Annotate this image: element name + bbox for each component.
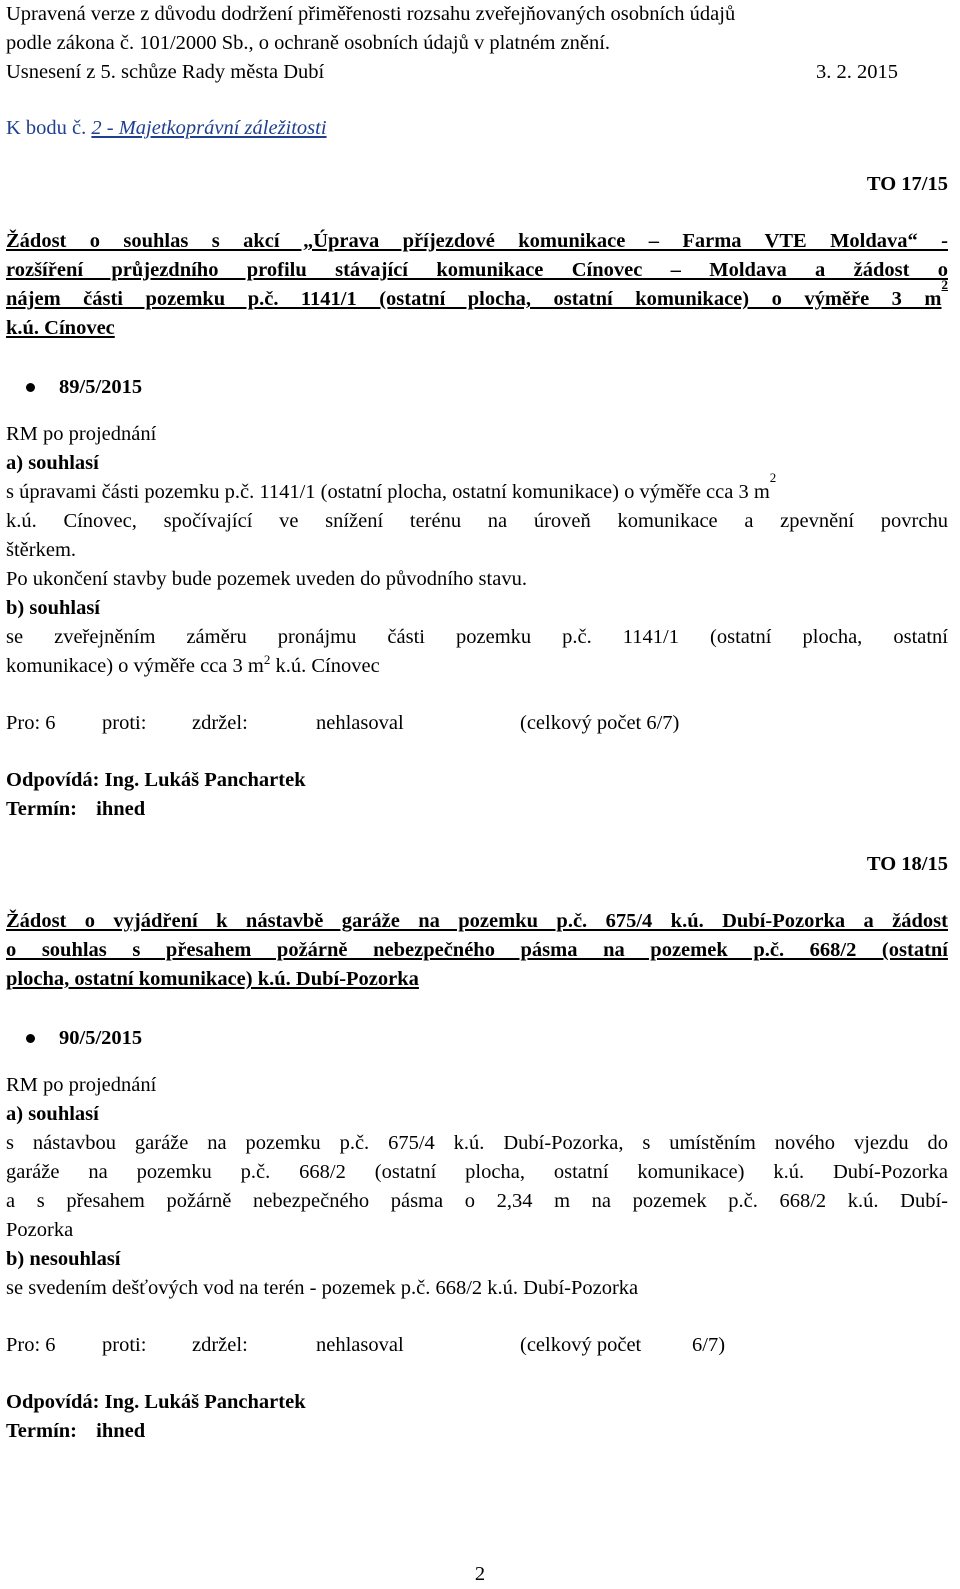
b-text-line: se svedením dešťových vod na terén - pozemek p.č. 668/2 k.ú. Dubí-Pozorka bbox=[6, 1277, 639, 1299]
a-text-line: a s přesahem požárně nebezpečného pásma o 2,34 m na pozemek p.č. 668/2 k.ú. Dubí- bbox=[6, 1190, 948, 1212]
deadline-row bbox=[6, 1417, 948, 1446]
vote-pro: Pro: 6 bbox=[6, 712, 56, 734]
section-title: 2 - Majetkoprávní záležitosti bbox=[91, 117, 327, 139]
a-text-line: štěrkem. bbox=[6, 539, 77, 561]
to-number: TO 17/15 bbox=[866, 173, 948, 195]
resolution-number: 90/5/2015 bbox=[59, 1027, 143, 1049]
a-text-line: k.ú. Cínovec, spočívající ve snížení terénu na úroveň komunikace a zpevnění povrchu bbox=[6, 510, 948, 532]
vote-total: (celkový počet 6/7) bbox=[520, 712, 680, 734]
responsible-label: Odpovídá: bbox=[6, 769, 100, 791]
b-label: b) souhlasí bbox=[6, 597, 101, 619]
b-text-line: se zveřejněním záměru pronájmu části pozemku p.č. 1141/1 (ostatní plocha, ostatní bbox=[6, 626, 948, 648]
vote-proti: proti: bbox=[102, 712, 147, 734]
responsible-name: Ing. Lukáš Panchartek bbox=[104, 1391, 306, 1413]
rm-line: RM po projednání bbox=[6, 1074, 157, 1096]
a-label: a) souhlasí bbox=[6, 1103, 99, 1125]
superscript-2: 2 bbox=[769, 470, 777, 485]
a-text-line bbox=[6, 470, 948, 507]
vote-zdrzel: zdržel: bbox=[192, 712, 248, 734]
deadline-label: Termín: bbox=[6, 1420, 77, 1442]
section-heading bbox=[6, 114, 327, 143]
deadline-label: Termín: bbox=[6, 798, 77, 820]
page-number: 2 bbox=[474, 1563, 486, 1585]
vote-proti: proti: bbox=[102, 1334, 147, 1356]
item-heading-line bbox=[6, 277, 948, 314]
deadline-row bbox=[6, 795, 948, 824]
responsible-label: Odpovídá: bbox=[6, 1391, 100, 1413]
to-number: TO 18/15 bbox=[866, 853, 948, 875]
item-heading-text: nájem části pozemku p.č. 1141/1 (ostatní plocha, ostatní komunikace) o výměře 3 m bbox=[6, 288, 942, 310]
resolution-title: Usnesení z 5. schůze Rady města Dubí bbox=[6, 61, 325, 83]
notice-line-1: Upravená verze z důvodu dodržení přiměřenosti rozsahu zveřejňovaných osobních údajů bbox=[6, 3, 736, 25]
vote-total-value: 6/7) bbox=[692, 1334, 726, 1356]
notice-line-2: podle zákona č. 101/2000 Sb., o ochraně osobních údajů v platném znění. bbox=[6, 32, 611, 54]
a-text-line: s nástavbou garáže na pozemku p.č. 675/4 k.ú. Dubí-Pozorka, s umístěním nového vjezdu do bbox=[6, 1132, 948, 1154]
b-text-line bbox=[6, 652, 948, 681]
vote-row bbox=[6, 709, 948, 738]
deadline-value: ihned bbox=[96, 1420, 146, 1442]
vote-nehlasoval: nehlasoval bbox=[316, 1334, 404, 1356]
deadline-value: ihned bbox=[96, 798, 146, 820]
b-text: k.ú. Cínovec bbox=[270, 655, 380, 677]
vote-pro: Pro: 6 bbox=[6, 1334, 56, 1356]
item-heading-line: Žádost o vyjádření k nástavbě garáže na pozemku p.č. 675/4 k.ú. Dubí-Pozorka a žádost bbox=[6, 910, 948, 932]
superscript-2: 2 bbox=[263, 652, 271, 668]
resolution-number-row bbox=[6, 373, 948, 402]
a-label: a) souhlasí bbox=[6, 452, 99, 474]
bullet-icon bbox=[26, 383, 35, 392]
resolution-date: 3. 2. 2015 bbox=[816, 61, 898, 83]
rm-line: RM po projednání bbox=[6, 423, 157, 445]
item-heading-line: rozšíření průjezdního profilu stávající komunikace Cínovec – Moldava a žádost o bbox=[6, 259, 948, 281]
item-heading-line: o souhlas s přesahem požárně nebezpečného pásma na pozemek p.č. 668/2 (ostatní bbox=[6, 939, 948, 961]
vote-row bbox=[6, 1331, 948, 1360]
responsible-row bbox=[6, 1388, 948, 1417]
item-heading-line: plocha, ostatní komunikace) k.ú. Dubí-Pozorka bbox=[6, 968, 419, 990]
resolution-header bbox=[6, 58, 948, 87]
a-text-line: garáže na pozemku p.č. 668/2 (ostatní plocha, ostatní komunikace) k.ú. Dubí-Pozorka bbox=[6, 1161, 948, 1183]
vote-nehlasoval: nehlasoval bbox=[316, 712, 404, 734]
a-text-line: Pozorka bbox=[6, 1219, 74, 1241]
vote-total: (celkový počet bbox=[520, 1334, 642, 1356]
responsible-row bbox=[6, 766, 948, 795]
superscript-2: 2 bbox=[941, 277, 948, 292]
vote-zdrzel: zdržel: bbox=[192, 1334, 248, 1356]
b-text: komunikace) o výměře cca 3 m bbox=[6, 655, 264, 677]
section-prefix: K bodu č. bbox=[6, 117, 87, 139]
resolution-number-row bbox=[6, 1024, 948, 1053]
agenda-item-to-17 bbox=[6, 170, 948, 824]
b-label: b) nesouhlasí bbox=[6, 1248, 121, 1270]
a-text: s úpravami části pozemku p.č. 1141/1 (ostatní plocha, ostatní komunikace) o výměře cca 3 m bbox=[6, 481, 770, 503]
agenda-item-to-18 bbox=[6, 850, 948, 1446]
item-heading-line: k.ú. Cínovec bbox=[6, 317, 115, 339]
header bbox=[6, 0, 948, 87]
resolution-number: 89/5/2015 bbox=[59, 376, 143, 398]
item-heading-line: Žádost o souhlas s akcí „Úprava příjezdové komunikace – Farma VTE Moldava“ - bbox=[6, 230, 948, 252]
responsible-name: Ing. Lukáš Panchartek bbox=[104, 769, 306, 791]
bullet-icon bbox=[26, 1034, 35, 1043]
a-text-line: Po ukončení stavby bude pozemek uveden do původního stavu. bbox=[6, 568, 527, 590]
